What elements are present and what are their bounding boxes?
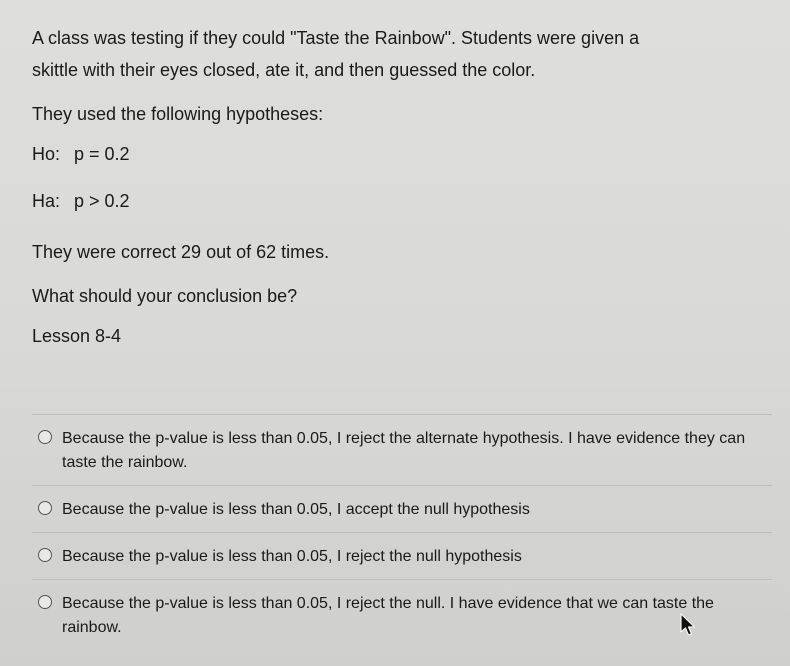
alternate-hypothesis [32, 189, 752, 213]
mouse-pointer-icon [679, 613, 697, 637]
question-block [32, 22, 752, 348]
null-hypothesis-value: p = 0.2 [74, 144, 130, 164]
radio-unselected-icon[interactable] [38, 501, 52, 515]
answer-option-2[interactable] [32, 486, 772, 533]
alternate-hypothesis-label: Ha: [32, 191, 61, 211]
answer-option-text: Because the p-value is less than 0.05, I reject the null. I have evidence that we can taste the rainbow. [62, 595, 714, 636]
question-prompt: What should your conclusion be? [32, 286, 298, 306]
hypotheses-intro: They used the following hypotheses: [32, 104, 324, 124]
alternate-hypothesis-value: p > 0.2 [74, 191, 130, 211]
radio-unselected-icon[interactable] [38, 430, 52, 444]
null-hypothesis-label: Ho: [32, 144, 61, 164]
radio-unselected-icon[interactable] [38, 595, 52, 609]
answer-option-text: Because the p-value is less than 0.05, I accept the null hypothesis [62, 501, 530, 518]
question-line-1: A class was testing if they could "Taste the Rainbow". Students were given a [32, 28, 640, 48]
answer-option-1[interactable] [32, 415, 772, 486]
answer-option-4[interactable] [32, 580, 772, 650]
answer-option-3[interactable] [32, 533, 772, 580]
answer-option-text: Because the p-value is less than 0.05, I reject the alternate hypothesis. I have evidence they can taste the rainbow. [62, 430, 746, 471]
question-line-2: skittle with their eyes closed, ate it, and then guessed the color. [32, 60, 536, 80]
answer-options [32, 414, 772, 650]
radio-unselected-icon[interactable] [38, 548, 52, 562]
null-hypothesis [32, 142, 752, 166]
result-statement: They were correct 29 out of 62 times. [32, 242, 330, 262]
lesson-label: Lesson 8-4 [32, 326, 122, 346]
answer-option-text: Because the p-value is less than 0.05, I reject the null hypothesis [62, 548, 522, 565]
